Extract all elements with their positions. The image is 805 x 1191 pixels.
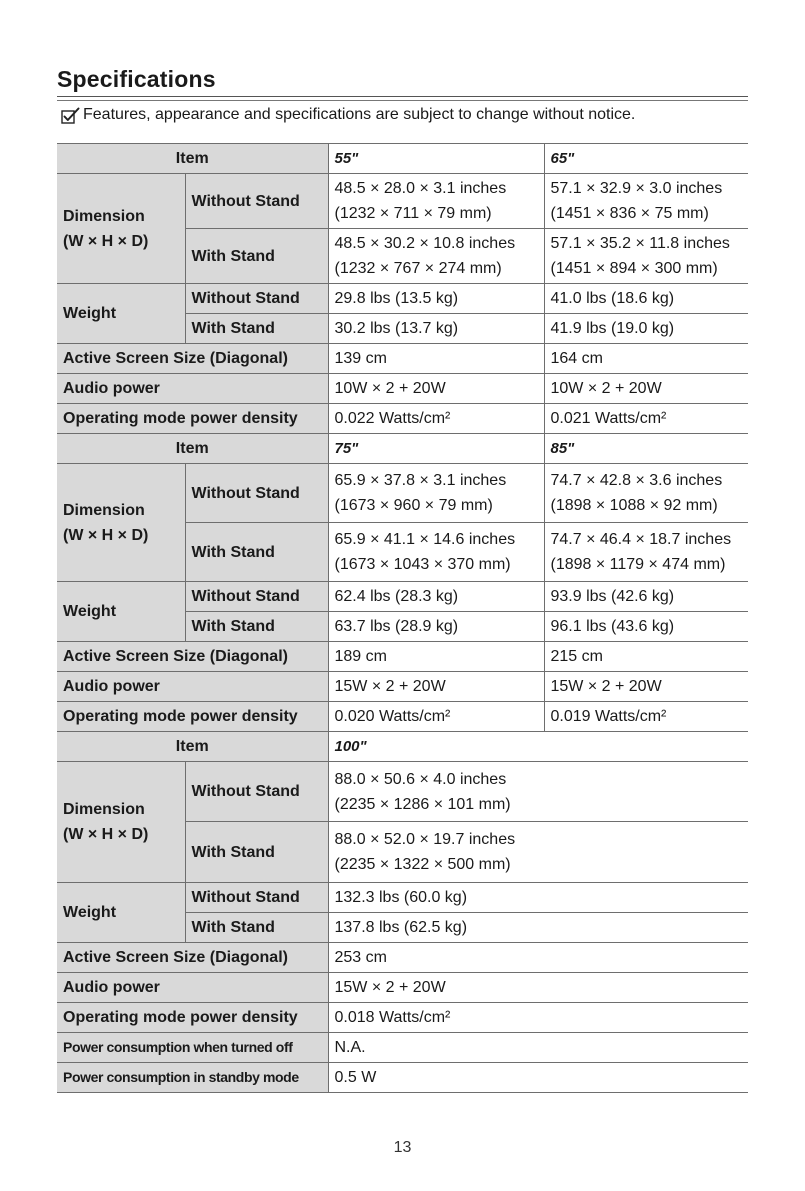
power-density-label: Operating mode power density <box>57 404 328 434</box>
title-rule-top <box>57 96 748 97</box>
dimension-mm: (2235 × 1286 × 101 mm) <box>334 795 511 813</box>
table-row <box>57 642 748 672</box>
screen-size-label: Active Screen Size (Diagonal) <box>57 943 328 973</box>
dimension-inches: 74.7 × 42.8 × 3.6 inches <box>550 472 723 489</box>
weight-value: 63.7 lbs (28.9 kg) <box>328 612 544 642</box>
table-row <box>57 582 748 612</box>
weight-value: 41.9 lbs (19.0 kg) <box>544 314 748 344</box>
dimension-inches: 88.0 × 50.6 × 4.0 inches <box>334 770 507 788</box>
dimension-inches: 57.1 × 32.9 × 3.0 inches <box>550 180 723 197</box>
model-header: 100" <box>328 732 748 762</box>
power-density-label: Operating mode power density <box>57 1003 328 1033</box>
screen-size-value: 189 cm <box>328 642 544 672</box>
with-stand-label: With Stand <box>185 612 328 642</box>
weight-value: 41.0 lbs (18.6 kg) <box>544 284 748 314</box>
dimension-inches: 57.1 × 35.2 × 11.8 inches <box>550 235 730 252</box>
table-row <box>57 1003 748 1033</box>
table-row <box>57 732 748 762</box>
weight-value: 62.4 lbs (28.3 kg) <box>328 582 544 612</box>
without-stand-label: Without Stand <box>185 762 328 822</box>
audio-power-label: Audio power <box>57 374 328 404</box>
dimension-value <box>328 822 748 883</box>
spec-table <box>57 143 748 1093</box>
weight-value: 132.3 lbs (60.0 kg) <box>328 883 748 913</box>
without-stand-label: Without Stand <box>185 284 328 314</box>
dimension-value <box>544 523 748 582</box>
screen-size-value: 253 cm <box>328 943 748 973</box>
weight-value: 137.8 lbs (62.5 kg) <box>328 913 748 943</box>
dimension-label <box>57 762 185 883</box>
weight-label: Weight <box>57 582 185 642</box>
dimension-value <box>328 174 544 229</box>
table-row <box>57 672 748 702</box>
with-stand-label: With Stand <box>185 229 328 284</box>
dimension-inches: 65.9 × 37.8 × 3.1 inches <box>334 472 507 489</box>
dimension-mm: (1232 × 711 × 79 mm) <box>334 205 492 222</box>
power-off-value: N.A. <box>328 1033 748 1063</box>
table-row <box>57 973 748 1003</box>
dimension-label <box>57 464 185 582</box>
audio-power-label: Audio power <box>57 672 328 702</box>
power-off-label: Power consumption when turned off <box>57 1033 328 1063</box>
dimension-value <box>328 229 544 284</box>
with-stand-label: With Stand <box>185 523 328 582</box>
audio-power-value: 15W × 2 + 20W <box>328 672 544 702</box>
power-density-value: 0.020 Watts/cm² <box>328 702 544 732</box>
power-standby-label: Power consumption in standby mode <box>57 1063 328 1093</box>
dimension-inches: 48.5 × 30.2 × 10.8 inches <box>334 235 516 252</box>
dimension-mm: (1451 × 894 × 300 mm) <box>550 260 718 277</box>
item-header: Item <box>57 732 328 762</box>
table-row <box>57 883 748 913</box>
table-row <box>57 374 748 404</box>
weight-value: 96.1 lbs (43.6 kg) <box>544 612 748 642</box>
dimension-value <box>328 523 544 582</box>
page-title: Specifications <box>57 66 216 92</box>
dimension-inches: 48.5 × 28.0 × 3.1 inches <box>334 180 507 197</box>
model-header: 55" <box>328 144 544 174</box>
power-standby-value: 0.5 W <box>328 1063 748 1093</box>
without-stand-label: Without Stand <box>185 582 328 612</box>
dimension-value <box>544 174 748 229</box>
power-density-value: 0.019 Watts/cm² <box>544 702 748 732</box>
dimension-label-text: Dimension <box>63 207 145 225</box>
power-density-value: 0.018 Watts/cm² <box>328 1003 748 1033</box>
model-header: 85" <box>544 434 748 464</box>
table-row <box>57 762 748 822</box>
weight-value: 93.9 lbs (42.6 kg) <box>544 582 748 612</box>
title-rule-bottom <box>57 100 748 101</box>
dimension-mm: (1898 × 1088 × 92 mm) <box>550 497 718 514</box>
dimension-label-sub: (W × H × D) <box>63 232 149 250</box>
with-stand-label: With Stand <box>185 822 328 883</box>
model-header: 65" <box>544 144 748 174</box>
dimension-value <box>544 229 748 284</box>
weight-value: 30.2 lbs (13.7 kg) <box>328 314 544 344</box>
dimension-mm: (1451 × 836 × 75 mm) <box>550 205 709 222</box>
dimension-mm: (1673 × 960 × 79 mm) <box>334 497 493 514</box>
dimension-value <box>328 762 748 822</box>
notice-text: Features, appearance and specifications are subject to change without notice. <box>83 106 636 123</box>
notice-line <box>61 106 635 124</box>
table-row <box>57 174 748 229</box>
audio-power-value: 15W × 2 + 20W <box>328 973 748 1003</box>
screen-size-value: 215 cm <box>544 642 748 672</box>
table-row <box>57 344 748 374</box>
table-row <box>57 702 748 732</box>
dimension-mm: (2235 × 1322 × 500 mm) <box>334 856 511 873</box>
without-stand-label: Without Stand <box>185 883 328 913</box>
dimension-mm: (1673 × 1043 × 370 mm) <box>334 556 511 573</box>
screen-size-label: Active Screen Size (Diagonal) <box>57 344 328 374</box>
model-header: 75" <box>328 434 544 464</box>
table-row <box>57 1033 748 1063</box>
dimension-inches: 74.7 × 46.4 × 18.7 inches <box>550 531 732 548</box>
table-row <box>57 284 748 314</box>
page-number: 13 <box>393 1139 412 1156</box>
screen-size-value: 139 cm <box>328 344 544 374</box>
dimension-mm: (1232 × 767 × 274 mm) <box>334 260 502 277</box>
checkbox-check-icon <box>61 107 81 124</box>
with-stand-label: With Stand <box>185 314 328 344</box>
item-header: Item <box>57 434 328 464</box>
without-stand-label: Without Stand <box>185 464 328 523</box>
dimension-mm: (1898 × 1179 × 474 mm) <box>550 556 726 573</box>
dimension-label-text: Dimension <box>63 501 145 519</box>
table-row <box>57 464 748 523</box>
with-stand-label: With Stand <box>185 913 328 943</box>
dimension-label-sub: (W × H × D) <box>63 826 149 843</box>
dimension-label-sub: (W × H × D) <box>63 526 149 544</box>
dimension-value <box>328 464 544 523</box>
dimension-label-text: Dimension <box>63 801 145 818</box>
item-header: Item <box>57 144 328 174</box>
weight-value: 29.8 lbs (13.5 kg) <box>328 284 544 314</box>
table-row <box>57 1063 748 1093</box>
weight-label: Weight <box>57 883 185 943</box>
dimension-value <box>544 464 748 523</box>
table-row <box>57 434 748 464</box>
dimension-inches: 88.0 × 52.0 × 19.7 inches <box>334 831 516 848</box>
power-density-value: 0.022 Watts/cm² <box>328 404 544 434</box>
audio-power-value: 15W × 2 + 20W <box>544 672 748 702</box>
dimension-inches: 65.9 × 41.1 × 14.6 inches <box>334 531 516 548</box>
power-density-value: 0.021 Watts/cm² <box>544 404 748 434</box>
screen-size-value: 164 cm <box>544 344 748 374</box>
audio-power-value: 10W × 2 + 20W <box>328 374 544 404</box>
table-row <box>57 404 748 434</box>
power-density-label: Operating mode power density <box>57 702 328 732</box>
audio-power-value: 10W × 2 + 20W <box>544 374 748 404</box>
screen-size-label: Active Screen Size (Diagonal) <box>57 642 328 672</box>
weight-label: Weight <box>57 284 185 344</box>
dimension-label <box>57 174 185 284</box>
without-stand-label: Without Stand <box>185 174 328 229</box>
audio-power-label: Audio power <box>57 973 328 1003</box>
table-row <box>57 943 748 973</box>
table-row <box>57 144 748 174</box>
